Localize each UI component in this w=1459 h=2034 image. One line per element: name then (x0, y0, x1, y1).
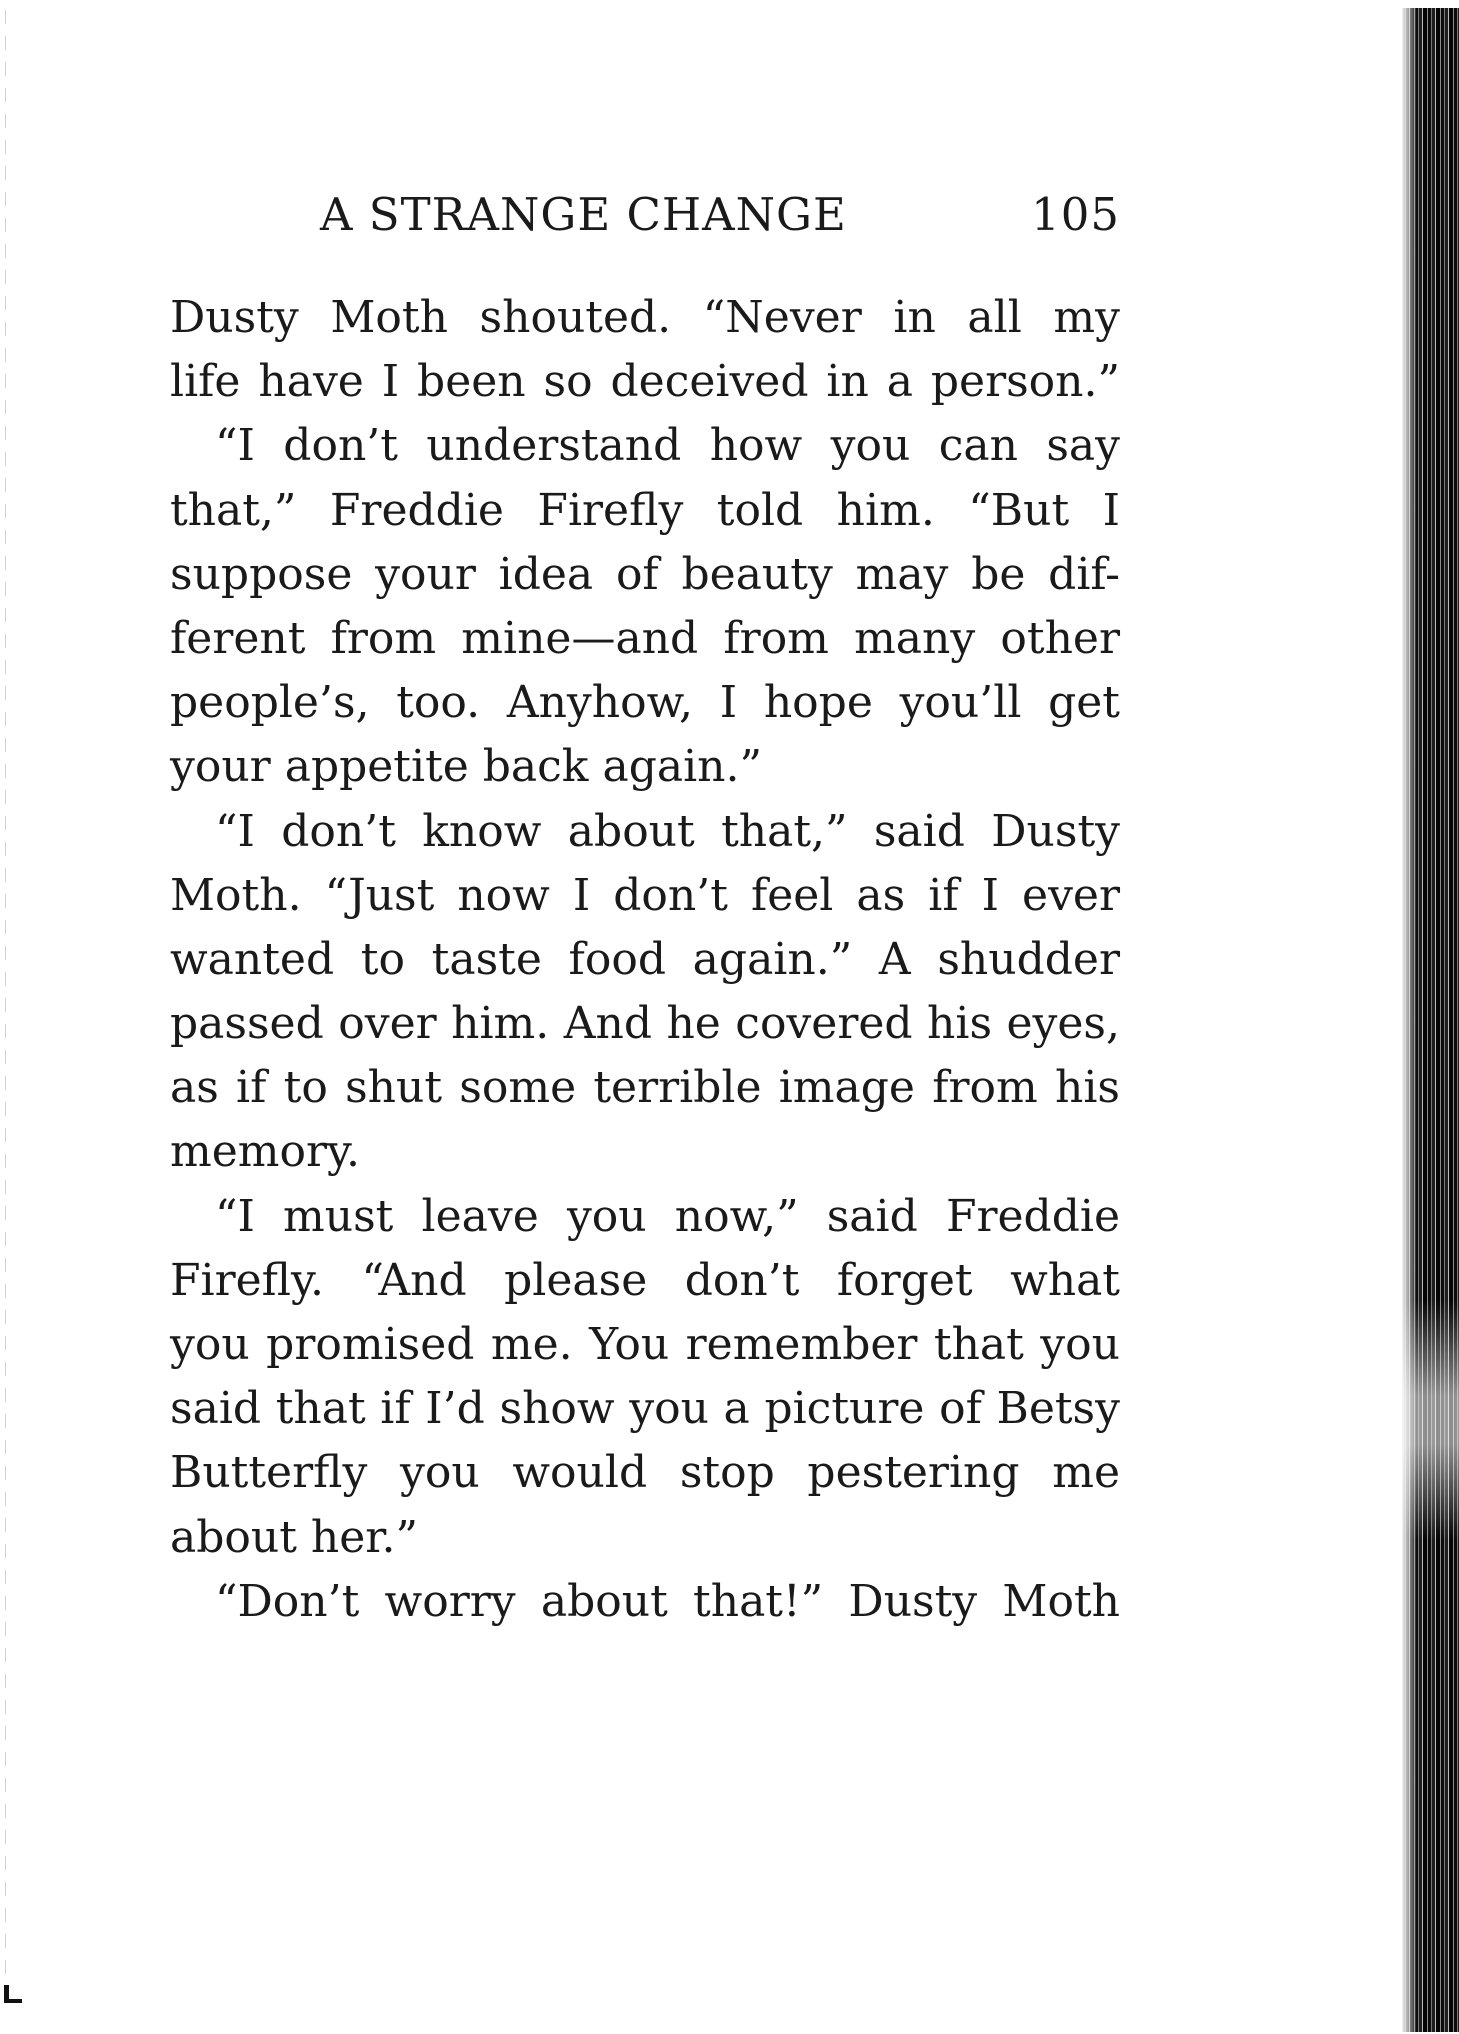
text-line: your appetite back again.” (170, 741, 762, 793)
text-line: “I must leave you now,” said Freddie (215, 1190, 1120, 1242)
text-line: said that if I’d show you a picture of Betsy (170, 1383, 1120, 1435)
text-line: “Don’t worry about that!” Dusty Moth (215, 1575, 1120, 1627)
text-line: wanted to taste food again.” A shudder (170, 933, 1120, 985)
text-line: memory. (170, 1126, 361, 1178)
binding-edge (1402, 8, 1459, 2032)
text-line: ferent from mine—and from many other (170, 612, 1120, 664)
text-line: “I don’t understand how you can say (215, 420, 1120, 472)
text-line: Firefly. “And please don’t forget what (170, 1254, 1120, 1306)
binding-fade (1402, 1300, 1459, 1540)
text-line: about her.” (170, 1511, 418, 1563)
text-line: suppose your idea of beauty may be dif- (170, 548, 1120, 600)
running-head (320, 188, 1120, 248)
text-line: life have I been so deceived in a person.” (170, 356, 1120, 408)
text-line: as if to shut some terrible image from his (170, 1062, 1120, 1114)
corner-mark (4, 1985, 22, 2003)
page-edge-line (5, 10, 6, 2000)
text-line: Dusty Moth shouted. “Never in all my (170, 292, 1120, 343)
page-number: 105 (1031, 188, 1120, 241)
text-line: Butterfly you would stop pestering me (170, 1447, 1120, 1499)
running-title: A STRANGE CHANGE (320, 188, 847, 241)
text-line: Moth. “Just now I don’t feel as if I ever (170, 869, 1120, 921)
body-text (170, 286, 1120, 1634)
text-line: people’s, too. Anyhow, I hope you’ll get (170, 677, 1120, 729)
text-line: you promised me. You remember that you (170, 1319, 1120, 1370)
text-line: that,” Freddie Firefly told him. “But I (170, 484, 1120, 536)
text-line: “I don’t know about that,” said Dusty (215, 805, 1120, 857)
text-line: passed over him. And he covered his eyes, (170, 998, 1120, 1050)
